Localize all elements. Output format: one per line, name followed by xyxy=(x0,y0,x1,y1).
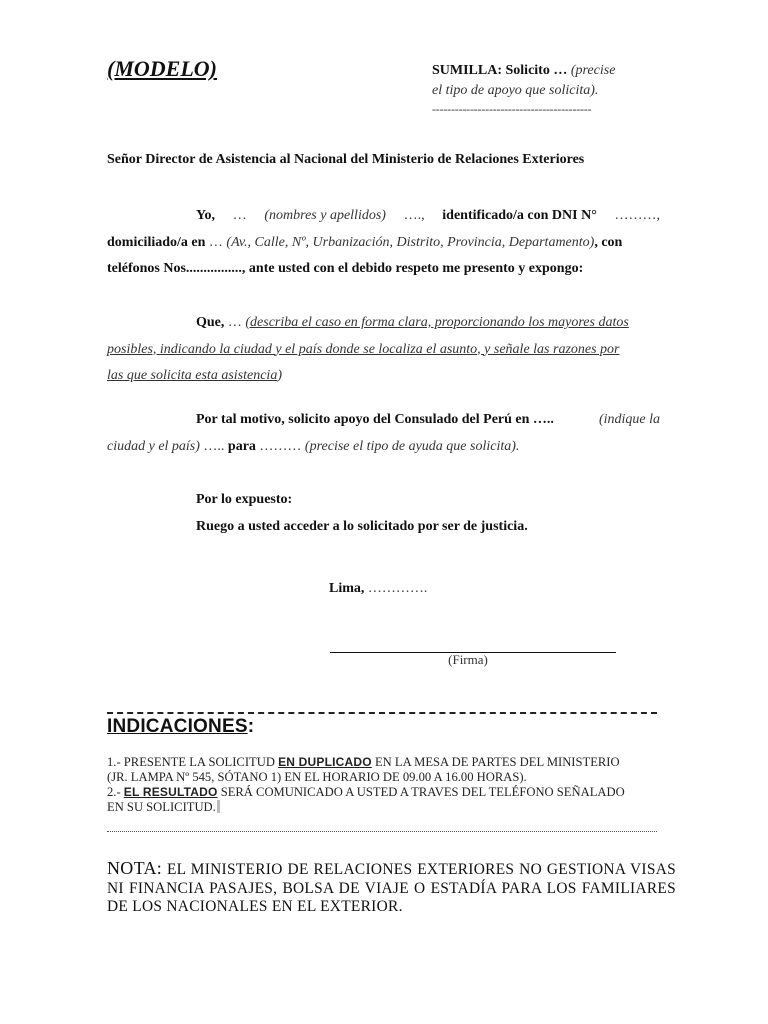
para-label: para xyxy=(227,438,256,454)
yo-label: Yo, xyxy=(196,208,216,223)
case-hint-2: posibles, indicando la ciudad y el país donde se localiza el asunto, y señale las razones por xyxy=(107,341,620,357)
dots: … xyxy=(232,208,247,223)
item2-emphasis: EL RESULTADO xyxy=(123,785,218,799)
sumilla-rule: ------------------------------------------ xyxy=(432,102,592,116)
indicaciones-title: INDICACIONES xyxy=(107,716,248,737)
lima-label: Lima, xyxy=(329,581,365,596)
dots: ……… xyxy=(259,438,302,454)
paragraph-yo xyxy=(107,203,660,283)
modelo-title: (MODELO) xyxy=(107,56,217,81)
indicaciones-colon: : xyxy=(247,716,255,737)
item1-text-c: EN LA MESA DE PARTES DEL MINISTERIO xyxy=(374,755,620,769)
case-hint-3: las que solicita esta asistencia xyxy=(107,368,278,383)
closing-line-2: Ruego a usted acceder a lo solicitado por ser de justicia. xyxy=(196,518,528,534)
closing-line-1: Por lo expuesto: xyxy=(196,492,293,507)
names-hint: (nombres y apellidos) xyxy=(264,208,386,223)
type-hint: (precise el tipo de ayuda que solicita). xyxy=(304,438,520,454)
addressee: Señor Director de Asistencia al Nacional del Ministerio de Relaciones Exteriores xyxy=(107,152,585,167)
item2-text-d: EN SU SOLICITUD. xyxy=(107,800,667,815)
dots: ….. xyxy=(203,438,225,454)
address-hint: (Av., Calle, Nº, Urbanización, Distrito, Provincia, Departamento) xyxy=(226,234,595,250)
motivo-text: Por tal motivo, solicito apoyo del Consulado del Perú en ….. xyxy=(196,412,554,427)
con-label: , con xyxy=(594,234,623,250)
nota-label: NOTA: xyxy=(107,858,163,878)
nota-block xyxy=(107,859,676,917)
sumilla xyxy=(432,61,615,117)
sumilla-label: SUMILLA: Solicito … xyxy=(432,63,568,78)
section-divider xyxy=(107,712,657,714)
place-date xyxy=(329,581,427,597)
item1-text-a: 1.- PRESENTE LA SOLICITUD xyxy=(107,755,275,769)
item2-text-c: SERÁ COMUNICADO A USTED A TRAVES DEL TELÉFONO SEÑALADO xyxy=(220,785,625,799)
city-hint-2: ciudad y el país) xyxy=(107,438,200,454)
indicaciones-list xyxy=(107,755,667,815)
que-label: Que, xyxy=(196,315,225,330)
sumilla-hint: (precise xyxy=(570,63,616,78)
dots: … xyxy=(208,234,223,250)
paragraph-motivo xyxy=(107,407,660,460)
nota-text: EL MINISTERIO DE RELACIONES EXTERIORES NO GESTIONA VISAS NI FINANCIA PASAJES, BOLSA DE VIAJE O ESTADÍA PARA LOS FAMILIARES DE LOS NACIONALES EN EL EXTERIOR. xyxy=(107,861,676,915)
item1-text-d: (JR. LAMPA Nº 545, SÓTANO 1) EN EL HORARIO DE 09.00 A 16.00 HORAS). xyxy=(107,770,527,784)
list-item xyxy=(107,755,667,770)
case-hint-1: (describa el caso en forma clara, proporcionando los mayores datos xyxy=(245,315,629,330)
dots: ………, xyxy=(614,208,660,223)
domiciliado-label: domiciliado/a en xyxy=(107,234,206,250)
indicaciones-heading xyxy=(107,716,254,738)
item2-text-a: 2.- xyxy=(107,785,121,799)
text-cursor xyxy=(217,800,220,813)
city-hint-1: (indique la xyxy=(598,412,660,427)
date-dots: …………. xyxy=(367,581,428,596)
identificado-label: identificado/a con DNI N° xyxy=(442,208,597,223)
closing xyxy=(196,487,528,540)
signature-caption: (Firma) xyxy=(448,652,488,667)
dots: …., xyxy=(403,208,425,223)
telefonos-line: teléfonos Nos................, ante usted con el debido respeto me presento y expongo: xyxy=(107,261,584,276)
case-hint-close: ) xyxy=(277,368,282,383)
sumilla-hint-2: el tipo de apoyo que solicita). xyxy=(432,83,599,98)
dots: … xyxy=(227,315,242,330)
paragraph-que xyxy=(107,310,660,390)
list-item xyxy=(107,785,667,800)
dotted-rule xyxy=(107,831,657,832)
item1-emphasis: EN DUPLICADO xyxy=(278,755,372,769)
